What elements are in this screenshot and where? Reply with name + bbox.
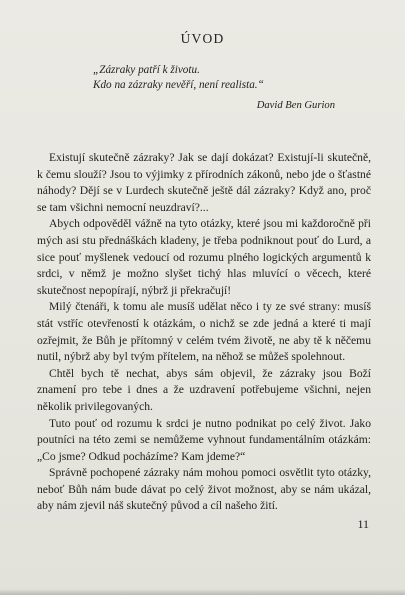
epigraph-author: David Ben Gurion: [256, 100, 335, 111]
epigraph-line-2: Kdo na zázraky nevěří, není realista.“: [93, 79, 264, 91]
chapter-title: ÚVOD: [180, 31, 225, 46]
paragraph: Abych odpověděl vážně na tyto otázky, které jsou mi každoročně při mých asi stu přednáškách kladeny, je třeba podniknout pouť do Lurd, a sice pouť myšlenek vedoucí od rozumu plného logických argumentů k srdci, v němž je možno slyšet tichý hlas mluvící o věcech, které skutečnost nepopírají, nýbrž ji překračují!: [37, 217, 371, 297]
paragraph: Chtěl bych tě nechat, abys sám objevil, že zázraky jsou Boží znamení pro tebe i dnes a že uzdravení potřebujeme všichni, nejen několik privilegovaných.: [37, 366, 371, 413]
page-number: 11: [357, 517, 369, 531]
paragraph: Existují skutečně zázraky? Jak se dají dokázat? Existují-li skutečně, k čemu slouží? Jsou to výjimky z přírodních zákonů, nebo jde o šťastné náhody? Dějí se v Lurdech skutečně ještě dál zázraky? Když ano, proč se tam všichni nemocní neuzdraví?...: [37, 151, 371, 214]
epigraph: [93, 63, 264, 93]
paragraph: Milý čtenáři, k tomu ale musíš udělat něco i ty ze své strany: musíš stát vstříc otevřeností k otázkám, o nichž se zde jedná a které ti mají ozřejmit, že Bůh je přítomný v celém tvém životě, ne aby tě k něčemu nutil, nýbrž aby byl tvým přítelem, na něhož se můžeš spolehnout.: [37, 300, 371, 364]
epigraph-line-1: „Zázraky patří k životu.: [93, 64, 200, 76]
paragraph: Správně pochopené zázraky nám mohou pomoci osvětlit tyto otázky, neboť Bůh nám bude dávat po celý život možnost, aby se nám ukázal, aby nám zjevil náš skutečný původ a cíl našeho žití.: [37, 466, 371, 513]
paragraph: Tuto pouť od rozumu k srdci je nutno podnikat po celý život. Jako poutníci na této zemi se nemůžeme vyhnout fundamentálním otázkám: „Co jsme? Odkud pocházíme? Kam jdeme?“: [37, 416, 371, 463]
body-text: [37, 150, 371, 515]
